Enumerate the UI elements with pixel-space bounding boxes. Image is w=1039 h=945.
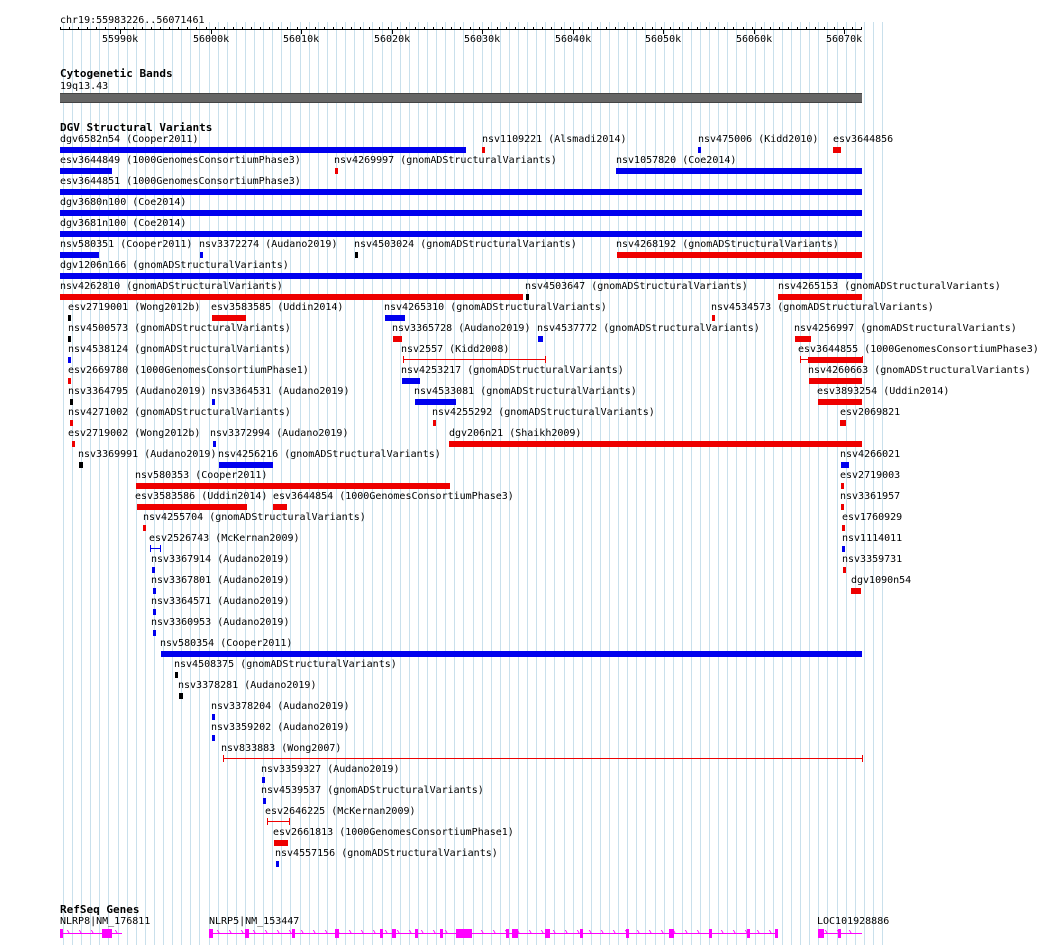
dgv-feature-label[interactable]: dgv1090n54 xyxy=(851,575,912,586)
ruler-minor-tick xyxy=(397,27,398,30)
refseq-gene-exon[interactable] xyxy=(709,929,712,938)
ruler-tick-label: 56040k xyxy=(555,34,592,45)
dgv-feature-bar[interactable] xyxy=(842,525,845,531)
dgv-feature-bar[interactable] xyxy=(60,189,862,195)
dgv-feature-label[interactable]: esv2719002 (Wong2012b) xyxy=(68,428,201,439)
dgv-feature-label[interactable]: nsv4269997 (gnomADStructuralVariants) xyxy=(334,155,557,166)
ruler-minor-tick xyxy=(278,27,279,30)
dgv-feature-label[interactable]: nsv4533081 (gnomADStructuralVariants) xyxy=(414,386,637,397)
ruler-minor-tick xyxy=(160,27,161,30)
ruler-minor-tick xyxy=(688,27,689,30)
ruler-minor-tick xyxy=(287,27,288,30)
ruler-minor-tick xyxy=(151,27,152,30)
dgv-feature-label[interactable]: nsv3372994 (Audano2019) xyxy=(210,428,349,439)
ruler-minor-tick xyxy=(524,27,525,30)
dgv-feature-label[interactable]: nsv4266021 xyxy=(840,449,901,460)
ruler-minor-tick xyxy=(215,27,216,30)
dgv-feature-bar[interactable] xyxy=(161,651,862,657)
refseq-gene-exon[interactable] xyxy=(506,929,509,938)
dgv-feature-label[interactable]: nsv4500573 (gnomADStructuralVariants) xyxy=(68,323,291,334)
dgv-feature-bar[interactable] xyxy=(68,378,71,384)
dgv-feature-bar[interactable] xyxy=(851,588,861,594)
ruler-minor-tick xyxy=(706,27,707,30)
cytoband-label: 19q13.43 xyxy=(60,81,109,92)
dgv-feature-endcap xyxy=(403,356,404,363)
ruler-tick-label: 56070k xyxy=(826,34,863,45)
ruler-minor-tick xyxy=(788,27,789,30)
dgv-track-title: DGV Structural Variants xyxy=(60,121,213,134)
dgv-feature-bar[interactable] xyxy=(60,168,112,174)
dgv-feature-bar[interactable] xyxy=(143,525,146,531)
dgv-feature-label[interactable]: nsv2557 (Kidd2008) xyxy=(401,344,510,355)
dgv-feature-label[interactable]: nsv3364571 (Audano2019) xyxy=(151,596,290,607)
dgv-feature-bar[interactable] xyxy=(841,483,844,489)
ruler-position: chr19:55983226..56071461 xyxy=(60,15,205,26)
dgv-feature-bar[interactable] xyxy=(68,336,71,342)
dgv-feature-bar[interactable] xyxy=(212,399,215,405)
dgv-feature-endcap xyxy=(160,545,161,552)
dgv-feature-bar[interactable] xyxy=(262,777,265,783)
dgv-feature-label[interactable]: nsv4534573 (gnomADStructuralVariants) xyxy=(711,302,934,313)
ruler-minor-tick xyxy=(570,27,571,30)
ruler-tick-label: 56020k xyxy=(374,34,411,45)
refseq-gene-exon[interactable] xyxy=(245,929,249,938)
dgv-feature-label[interactable]: nsv4255704 (gnomADStructuralVariants) xyxy=(143,512,366,523)
cytoband-track-title: Cytogenetic Bands xyxy=(60,67,173,80)
dgv-feature-label[interactable]: dgv3680n100 (Coe2014) xyxy=(60,197,187,208)
dgv-feature-label[interactable]: nsv3378281 (Audano2019) xyxy=(178,680,317,691)
dgv-feature-span[interactable] xyxy=(267,821,289,822)
ruler-minor-tick xyxy=(515,27,516,30)
dgv-feature-label[interactable]: nsv3359731 xyxy=(842,554,903,565)
refseq-gene-exon[interactable] xyxy=(60,929,63,938)
ruler-minor-tick xyxy=(797,27,798,30)
dgv-feature-label[interactable]: nsv3367801 (Audano2019) xyxy=(151,575,290,586)
dgv-feature-label[interactable]: nsv4508375 (gnomADStructuralVariants) xyxy=(174,659,397,670)
ruler-minor-tick xyxy=(806,27,807,30)
dgv-feature-endcap xyxy=(862,356,863,363)
dgv-feature-bar[interactable] xyxy=(274,840,288,846)
dgv-feature-label[interactable]: nsv580354 (Cooper2011) xyxy=(160,638,293,649)
refseq-gene-label[interactable]: NLRP8|NM_176811 xyxy=(60,916,151,927)
dgv-feature-label[interactable]: esv2526743 (McKernan2009) xyxy=(149,533,300,544)
ruler-minor-tick xyxy=(196,27,197,30)
ruler-minor-tick xyxy=(633,27,634,30)
dgv-feature-endcap xyxy=(150,545,151,552)
dgv-feature-bar[interactable] xyxy=(60,231,862,237)
ruler-minor-tick xyxy=(761,27,762,30)
dgv-feature-label[interactable]: nsv4260663 (gnomADStructuralVariants) xyxy=(808,365,1031,376)
dgv-feature-endcap xyxy=(862,755,863,762)
dgv-feature-bar[interactable] xyxy=(72,441,75,447)
dgv-feature-span[interactable] xyxy=(150,548,160,549)
ruler-tick-label: 56050k xyxy=(645,34,682,45)
dgv-feature-label[interactable]: esv3644851 (1000GenomesConsortiumPhase3) xyxy=(60,176,301,187)
ruler-minor-tick xyxy=(470,27,471,30)
ruler-minor-tick xyxy=(743,27,744,30)
dgv-feature-label[interactable]: nsv3372274 (Audano2019) xyxy=(199,239,338,250)
dgv-feature-label[interactable]: nsv4256216 (gnomADStructuralVariants) xyxy=(218,449,441,460)
refseq-gene-label[interactable]: NLRP5|NM_153447 xyxy=(209,916,300,927)
dgv-feature-label[interactable]: esv3644855 (1000GenomesConsortiumPhase3) xyxy=(798,344,1039,355)
dgv-feature-bar[interactable] xyxy=(355,252,358,258)
dgv-feature-bar[interactable] xyxy=(60,210,862,216)
dgv-feature-bar[interactable] xyxy=(219,462,273,468)
dgv-feature-label[interactable]: nsv4537772 (gnomADStructuralVariants) xyxy=(537,323,760,334)
ruler-minor-tick xyxy=(861,27,862,30)
dgv-feature-endcap xyxy=(223,755,224,762)
dgv-feature-bar[interactable] xyxy=(415,399,456,405)
dgv-feature-label[interactable]: nsv4503647 (gnomADStructuralVariants) xyxy=(525,281,748,292)
refseq-gene-exon[interactable] xyxy=(392,929,396,938)
ruler-minor-tick xyxy=(78,27,79,30)
ruler-minor-tick xyxy=(333,27,334,30)
dgv-feature-bar[interactable] xyxy=(616,168,862,174)
ruler-minor-tick xyxy=(852,27,853,30)
dgv-feature-bar[interactable] xyxy=(712,315,715,321)
ruler-minor-tick xyxy=(324,27,325,30)
ruler-minor-tick xyxy=(824,27,825,30)
dgv-feature-bar[interactable] xyxy=(841,504,844,510)
dgv-feature-label[interactable]: nsv3378204 (Audano2019) xyxy=(211,701,350,712)
dgv-feature-label[interactable]: nsv1109221 (Alsmadi2014) xyxy=(482,134,627,145)
dgv-feature-label[interactable]: esv3583586 (Uddin2014) xyxy=(135,491,268,502)
dgv-feature-bar[interactable] xyxy=(840,420,846,426)
ruler-minor-tick xyxy=(260,27,261,30)
dgv-feature-bar[interactable] xyxy=(393,336,402,342)
dgv-feature-label[interactable]: nsv4557156 (gnomADStructuralVariants) xyxy=(275,848,498,859)
ruler-minor-tick xyxy=(360,27,361,30)
dgv-feature-bar[interactable] xyxy=(617,252,862,258)
ruler-minor-tick xyxy=(269,27,270,30)
refseq-track-title: RefSeq Genes xyxy=(60,903,140,916)
ruler-minor-tick xyxy=(297,27,298,30)
ruler-minor-tick xyxy=(506,27,507,30)
ruler-minor-tick xyxy=(351,27,352,30)
dgv-feature-label[interactable]: nsv4265310 (gnomADStructuralVariants) xyxy=(384,302,607,313)
ruler-minor-tick xyxy=(542,27,543,30)
dgv-feature-bar[interactable] xyxy=(212,315,246,321)
dgv-feature-bar[interactable] xyxy=(70,420,73,426)
dgv-feature-span[interactable] xyxy=(403,359,545,360)
ruler-minor-tick xyxy=(551,27,552,30)
ruler-minor-tick xyxy=(579,27,580,30)
dgv-feature-label[interactable]: esv2661813 (1000GenomesConsortiumPhase1) xyxy=(273,827,514,838)
dgv-feature-bar[interactable] xyxy=(842,546,845,552)
dgv-feature-bar[interactable] xyxy=(526,294,529,300)
refseq-gene-exon[interactable] xyxy=(580,929,583,938)
dgv-feature-label[interactable]: esv3644849 (1000GenomesConsortiumPhase3) xyxy=(60,155,301,166)
ruler-minor-tick xyxy=(597,27,598,30)
dgv-feature-label[interactable]: esv2669780 (1000GenomesConsortiumPhase1) xyxy=(68,365,309,376)
dgv-feature-bar[interactable] xyxy=(212,714,215,720)
dgv-feature-bar[interactable] xyxy=(60,252,99,258)
dgv-feature-label[interactable]: esv2719001 (Wong2012b) xyxy=(68,302,201,313)
dgv-feature-label[interactable]: nsv4253217 (gnomADStructuralVariants) xyxy=(401,365,624,376)
ruler-minor-tick xyxy=(105,27,106,30)
dgv-feature-bar[interactable] xyxy=(179,693,183,699)
ruler-minor-tick xyxy=(451,27,452,30)
refseq-gene-exon[interactable] xyxy=(102,929,112,938)
refseq-gene-exon[interactable] xyxy=(209,929,213,938)
cytoband-bar[interactable] xyxy=(60,93,862,103)
ruler-minor-tick xyxy=(60,27,61,30)
dgv-feature-bar[interactable] xyxy=(70,399,73,405)
dgv-feature-endcap xyxy=(289,818,290,825)
ruler-minor-tick xyxy=(415,27,416,30)
refseq-gene-exon[interactable] xyxy=(669,929,674,938)
dgv-feature-bar[interactable] xyxy=(843,567,846,573)
dgv-feature-label[interactable]: nsv1114011 xyxy=(842,533,903,544)
dgv-feature-label[interactable]: nsv3367914 (Audano2019) xyxy=(151,554,290,565)
dgv-feature-label[interactable]: nsv4256997 (gnomADStructuralVariants) xyxy=(794,323,1017,334)
dgv-feature-bar[interactable] xyxy=(273,504,287,510)
dgv-feature-label[interactable]: esv2646225 (McKernan2009) xyxy=(265,806,416,817)
ruler-minor-tick xyxy=(242,27,243,30)
dgv-feature-label[interactable]: nsv4262810 (gnomADStructuralVariants) xyxy=(60,281,283,292)
dgv-feature-label[interactable]: esv3583585 (Uddin2014) xyxy=(211,302,344,313)
ruler-minor-tick xyxy=(488,27,489,30)
ruler-minor-tick xyxy=(342,27,343,30)
dgv-feature-label[interactable]: nsv1057820 (Coe2014) xyxy=(616,155,737,166)
refseq-gene-exon[interactable] xyxy=(818,929,824,938)
dgv-feature-label[interactable]: nsv4503024 (gnomADStructuralVariants) xyxy=(354,239,577,250)
ruler-minor-tick xyxy=(96,27,97,30)
ruler-tick-label: 56000k xyxy=(193,34,230,45)
ruler-minor-tick xyxy=(624,27,625,30)
ruler-minor-tick xyxy=(115,27,116,30)
ruler-minor-tick xyxy=(178,27,179,30)
ruler-minor-tick xyxy=(251,27,252,30)
dgv-feature-bar[interactable] xyxy=(68,315,71,321)
refseq-gene-exon[interactable] xyxy=(335,929,339,938)
dgv-feature-bar[interactable] xyxy=(153,588,156,594)
dgv-feature-bar[interactable] xyxy=(538,336,543,342)
dgv-feature-bar[interactable] xyxy=(276,861,279,867)
ruler-minor-tick xyxy=(533,27,534,30)
ruler-minor-tick xyxy=(433,27,434,30)
ruler-minor-tick xyxy=(306,27,307,30)
ruler-minor-tick xyxy=(169,27,170,30)
dgv-feature-label[interactable]: esv3644854 (1000GenomesConsortiumPhase3) xyxy=(273,491,514,502)
refseq-gene-exon[interactable] xyxy=(380,929,383,938)
refseq-gene-exon[interactable] xyxy=(545,929,550,938)
dgv-feature-bar[interactable] xyxy=(335,168,338,174)
dgv-feature-bar[interactable] xyxy=(449,441,862,447)
dgv-feature-label[interactable]: nsv3359202 (Audano2019) xyxy=(211,722,350,733)
dgv-feature-label[interactable]: nsv3359327 (Audano2019) xyxy=(261,764,400,775)
dgv-feature-bar[interactable] xyxy=(153,609,156,615)
ruler-minor-tick xyxy=(497,27,498,30)
ruler-minor-tick xyxy=(697,27,698,30)
dgv-feature-endcap xyxy=(800,356,801,363)
ruler-axis xyxy=(60,29,862,30)
ruler-minor-tick xyxy=(661,27,662,30)
dgv-feature-label[interactable]: nsv3369991 (Audano2019) xyxy=(78,449,217,460)
dgv-feature-bar[interactable] xyxy=(213,441,216,447)
refseq-gene-exon[interactable] xyxy=(775,929,778,938)
dgv-feature-bar[interactable] xyxy=(136,483,450,489)
ruler-minor-tick xyxy=(124,27,125,30)
ruler-minor-tick xyxy=(442,27,443,30)
ruler-minor-tick xyxy=(588,27,589,30)
dgv-feature-label[interactable]: nsv580353 (Cooper2011) xyxy=(135,470,268,481)
ruler-minor-tick xyxy=(770,27,771,30)
ruler-minor-tick xyxy=(615,27,616,30)
dgv-feature-bar[interactable] xyxy=(818,399,862,405)
dgv-feature-label[interactable]: nsv4538124 (gnomADStructuralVariants) xyxy=(68,344,291,355)
dgv-feature-bar[interactable] xyxy=(212,735,215,741)
ruler-minor-tick xyxy=(652,27,653,30)
ruler-minor-tick xyxy=(206,27,207,30)
dgv-feature-bar[interactable] xyxy=(60,147,466,153)
ruler-minor-tick xyxy=(87,27,88,30)
ruler-minor-tick xyxy=(233,27,234,30)
ruler-minor-tick xyxy=(69,27,70,30)
dgv-feature-label[interactable]: dgv1206n166 (gnomADStructuralVariants) xyxy=(60,260,289,271)
dgv-feature-label[interactable]: dgv206n21 (Shaikh2009) xyxy=(449,428,582,439)
ruler-minor-tick xyxy=(460,27,461,30)
dgv-feature-bar[interactable] xyxy=(809,378,862,384)
dgv-feature-label[interactable]: esv2069821 xyxy=(840,407,901,418)
ruler-minor-tick xyxy=(670,27,671,30)
ruler-minor-tick xyxy=(388,27,389,30)
refseq-gene-exon[interactable] xyxy=(292,929,295,938)
dgv-feature-bar[interactable] xyxy=(482,147,485,153)
ruler-minor-tick xyxy=(715,27,716,30)
dgv-feature-bar[interactable] xyxy=(433,420,436,426)
dgv-feature-bar[interactable] xyxy=(200,252,203,258)
refseq-gene-exon[interactable] xyxy=(440,929,443,938)
dgv-feature-span[interactable] xyxy=(223,758,862,759)
dgv-feature-label[interactable]: esv3893254 (Uddin2014) xyxy=(817,386,950,397)
dgv-feature-label[interactable]: nsv4265153 (gnomADStructuralVariants) xyxy=(778,281,1001,292)
dgv-feature-label[interactable]: nsv3360953 (Audano2019) xyxy=(151,617,290,628)
dgv-feature-bar[interactable] xyxy=(795,336,811,342)
dgv-feature-label[interactable]: nsv475006 (Kidd2010) xyxy=(698,134,819,145)
ruler-tick-label: 55990k xyxy=(102,34,139,45)
dgv-feature-label[interactable]: nsv3364795 (Audano2019) xyxy=(68,386,207,397)
dgv-feature-label[interactable]: nsv3364531 (Audano2019) xyxy=(211,386,350,397)
dgv-feature-label[interactable]: nsv4539537 (gnomADStructuralVariants) xyxy=(261,785,484,796)
refseq-gene-exon[interactable] xyxy=(415,929,418,938)
dgv-feature-label[interactable]: nsv4268192 (gnomADStructuralVariants) xyxy=(616,239,839,250)
dgv-feature-label[interactable]: nsv3361957 xyxy=(840,491,901,502)
ruler-minor-tick xyxy=(834,27,835,30)
ruler-minor-tick xyxy=(733,27,734,30)
ruler-minor-tick xyxy=(424,27,425,30)
ruler-minor-tick xyxy=(315,27,316,30)
ruler-tick-label: 56030k xyxy=(464,34,501,45)
dgv-feature-bar[interactable] xyxy=(153,630,156,636)
refseq-gene-exon[interactable] xyxy=(747,929,750,938)
refseq-gene-exon[interactable] xyxy=(456,929,472,938)
ruler-tick-label: 56010k xyxy=(283,34,320,45)
ruler-minor-tick xyxy=(779,27,780,30)
dgv-feature-label[interactable]: dgv6582n54 (Cooper2011) xyxy=(60,134,199,145)
dgv-feature-bar[interactable] xyxy=(175,672,178,678)
ruler-minor-tick xyxy=(224,27,225,30)
refseq-gene-exon[interactable] xyxy=(626,929,629,938)
dgv-feature-label[interactable]: nsv833883 (Wong2007) xyxy=(221,743,342,754)
dgv-feature-bar[interactable] xyxy=(778,294,862,300)
dgv-feature-bar[interactable] xyxy=(385,315,405,321)
ruler-minor-tick xyxy=(479,27,480,30)
refseq-gene-label[interactable]: LOC101928886 xyxy=(817,916,890,927)
ruler-minor-tick xyxy=(642,27,643,30)
dgv-feature-label[interactable]: nsv580351 (Cooper2011) xyxy=(60,239,193,250)
dgv-feature-endcap xyxy=(545,356,546,363)
dgv-feature-bar[interactable] xyxy=(263,798,266,804)
dgv-feature-label[interactable]: nsv4255292 (gnomADStructuralVariants) xyxy=(432,407,655,418)
refseq-gene-exon[interactable] xyxy=(512,929,518,938)
ruler-minor-tick xyxy=(752,27,753,30)
dgv-feature-bar[interactable] xyxy=(137,504,247,510)
ruler-tick-label: 56060k xyxy=(736,34,773,45)
ruler-minor-tick xyxy=(561,27,562,30)
ruler-minor-tick xyxy=(369,27,370,30)
dgv-feature-bar[interactable] xyxy=(79,462,83,468)
refseq-gene-exon[interactable] xyxy=(838,929,841,938)
dgv-feature-label[interactable]: esv2719003 xyxy=(840,470,901,481)
dgv-feature-label[interactable]: dgv3681n100 (Coe2014) xyxy=(60,218,187,229)
ruler-minor-tick xyxy=(606,27,607,30)
dgv-feature-bar[interactable] xyxy=(60,273,862,279)
ruler-minor-tick xyxy=(724,27,725,30)
ruler-minor-tick xyxy=(142,27,143,30)
ruler-minor-tick xyxy=(406,27,407,30)
dgv-feature-endcap xyxy=(267,818,268,825)
dgv-feature-bar[interactable] xyxy=(68,357,71,363)
dgv-feature-label[interactable]: nsv3365728 (Audano2019) xyxy=(392,323,531,334)
dgv-feature-bar[interactable] xyxy=(60,294,523,300)
dgv-feature-bar[interactable] xyxy=(833,147,841,153)
ruler-minor-tick xyxy=(187,27,188,30)
ruler-minor-tick xyxy=(379,27,380,30)
dgv-feature-bar[interactable] xyxy=(402,378,420,384)
ruler-minor-tick xyxy=(133,27,134,30)
dgv-feature-bar[interactable] xyxy=(152,567,155,573)
dgv-feature-bar[interactable] xyxy=(698,147,701,153)
dgv-feature-bar[interactable] xyxy=(808,357,862,363)
dgv-feature-label[interactable]: esv1760929 xyxy=(842,512,903,523)
dgv-feature-label[interactable]: nsv4271002 (gnomADStructuralVariants) xyxy=(68,407,291,418)
ruler-minor-tick xyxy=(815,27,816,30)
dgv-feature-bar[interactable] xyxy=(841,462,849,468)
dgv-feature-label[interactable]: esv3644856 xyxy=(833,134,894,145)
ruler-minor-tick xyxy=(679,27,680,30)
